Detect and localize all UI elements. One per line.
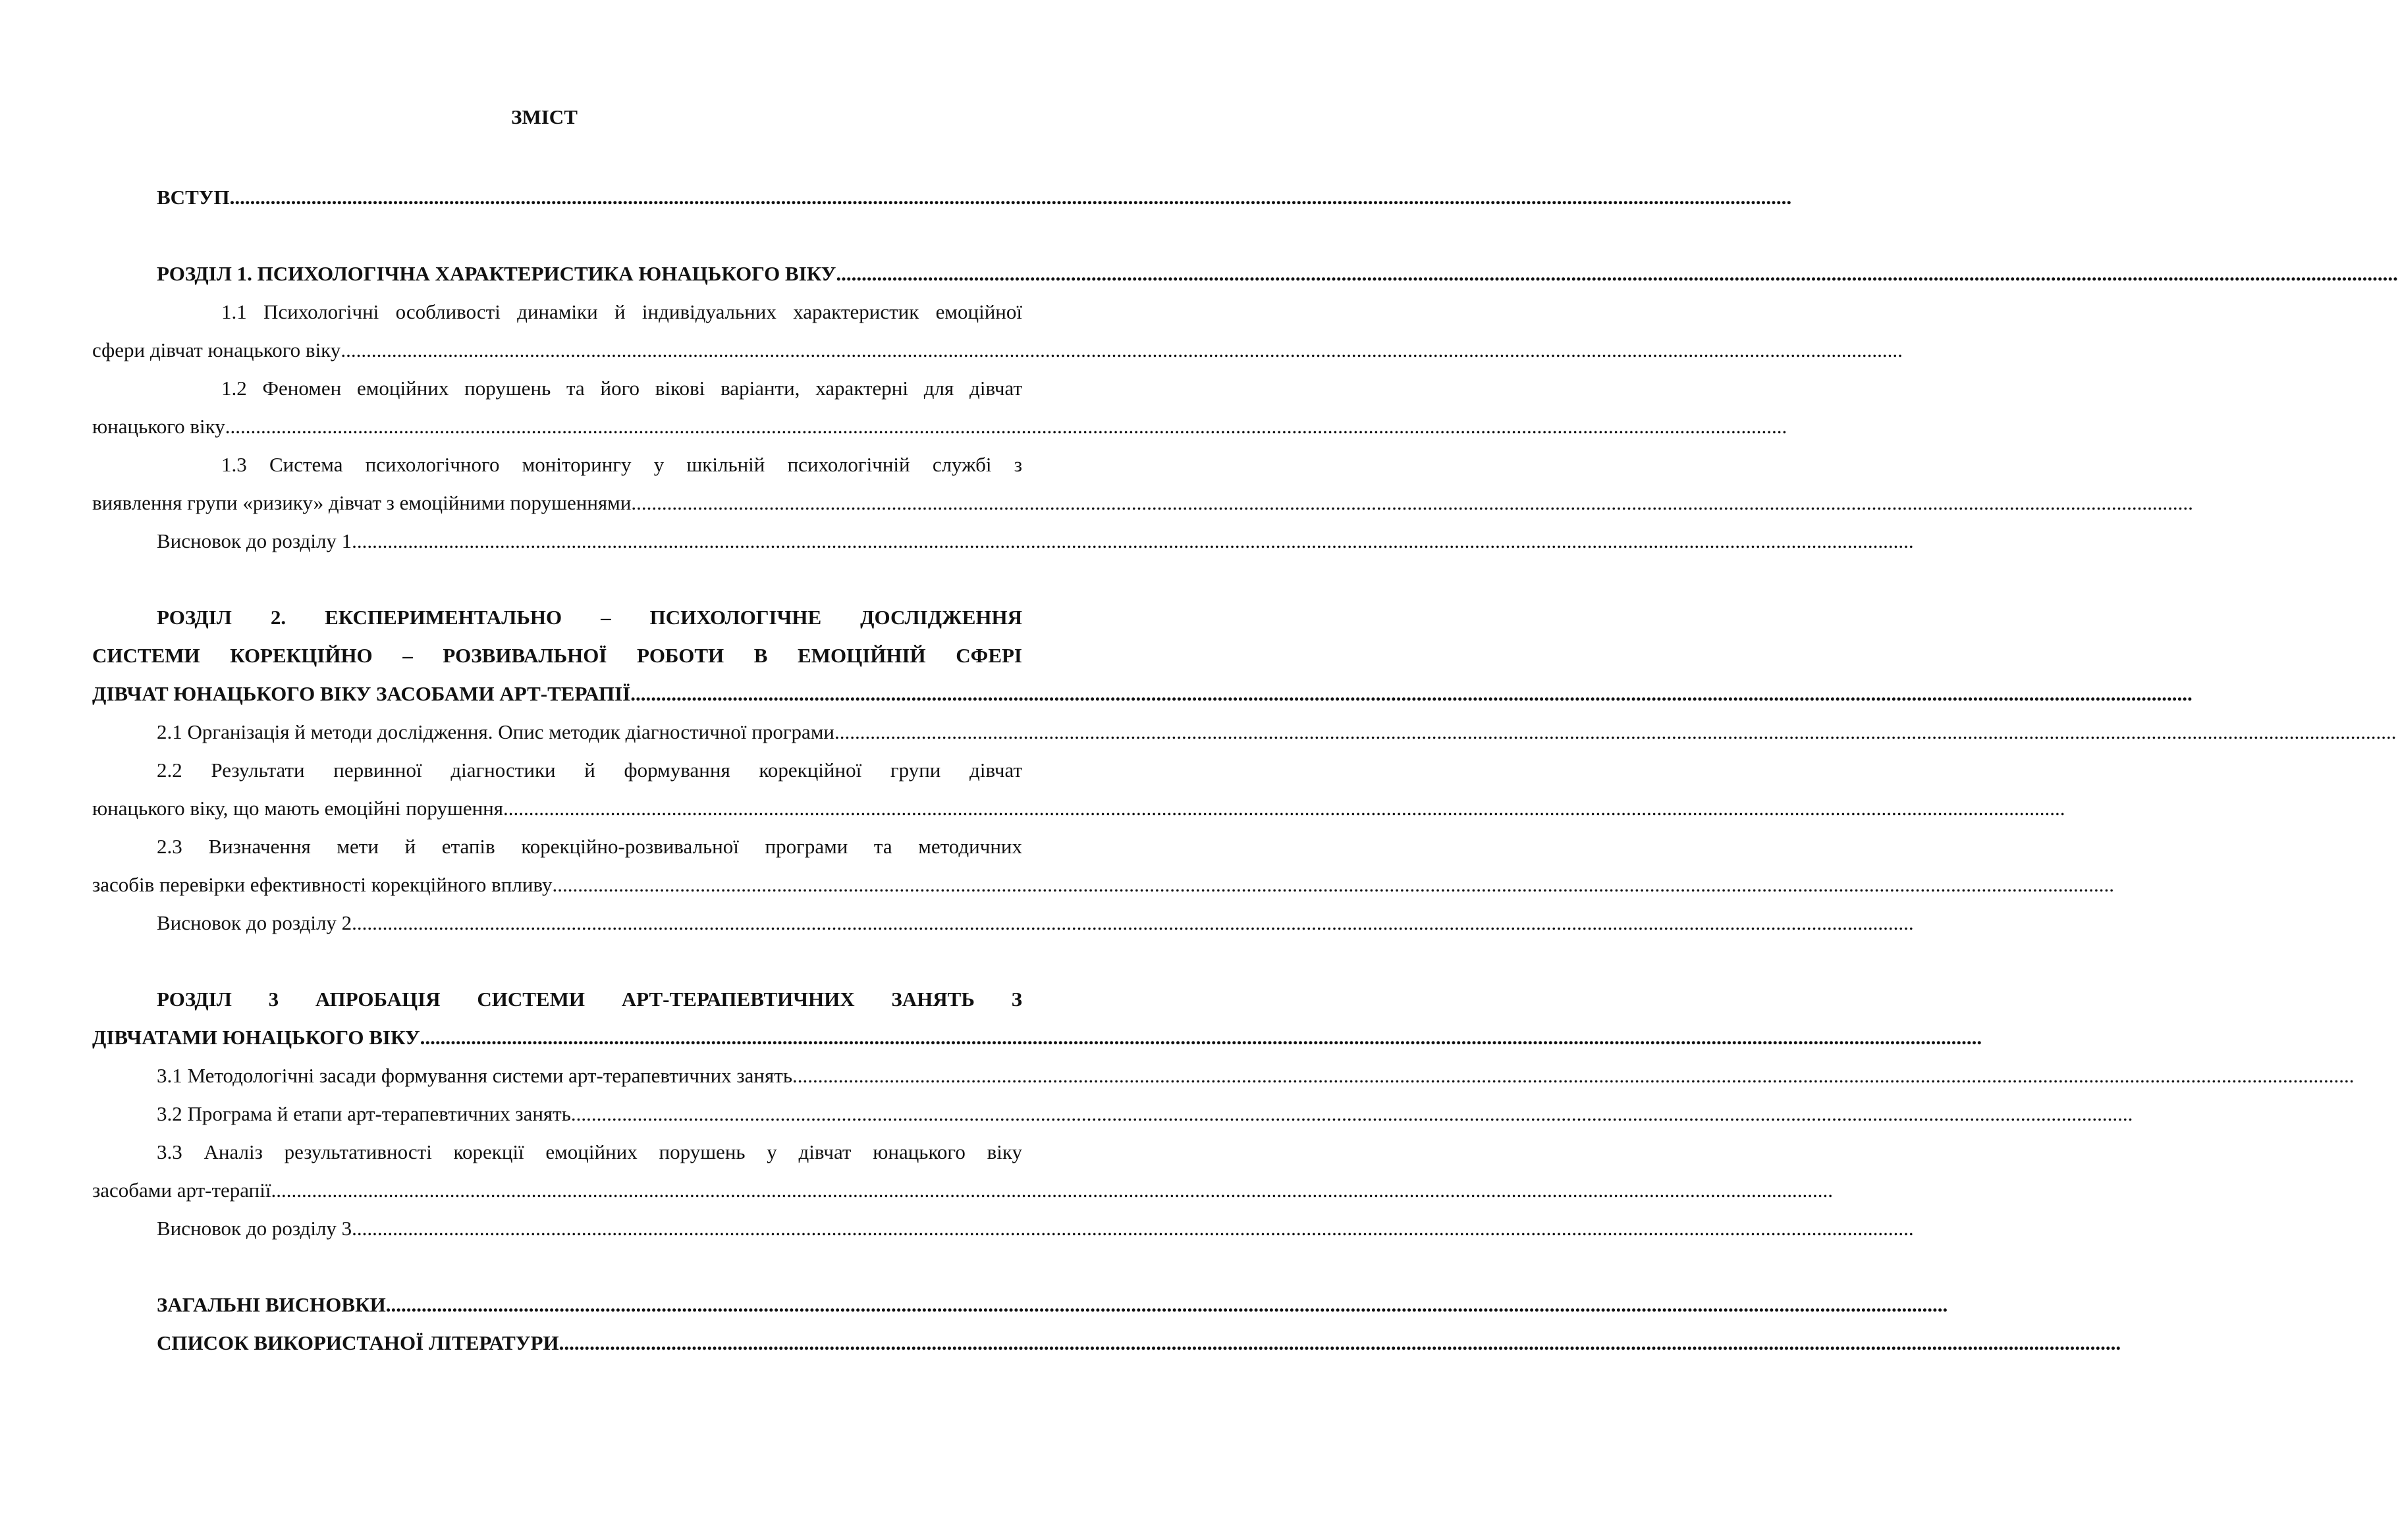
- dot-leader: ..................................................................................................................................................................................................................................................................................................................: [271, 1179, 1833, 1202]
- toc-entry-2-3-line-1[interactable]: [157, 828, 1022, 866]
- toc-entry-label: СИСТЕМИ КОРЕКЦІЙНО – РОЗВИВАЛЬНОЇ РОБОТИ В ЕМОЦІЙНІЙ СФЕРІ: [92, 644, 1022, 667]
- toc-entry-chapter-2-line-3[interactable]: [92, 675, 2193, 713]
- toc-entry-1-1-line-2[interactable]: [92, 331, 1903, 369]
- toc-entry-label: ДІВЧАТ ЮНАЦЬКОГО ВІКУ ЗАСОБАМИ АРТ-ТЕРАПІЇ: [92, 682, 631, 705]
- toc-entry-general-conclusions[interactable]: [157, 1286, 1948, 1324]
- toc-entry-label: 3.2 Програма й етапи арт-терапевтичних занять: [157, 1102, 571, 1125]
- toc-entry-label: засобів перевірки ефективності корекційного впливу: [92, 873, 553, 896]
- dot-leader: ..................................................................................................................................................................................................................................................................................................................: [792, 1064, 2355, 1087]
- dot-leader: ..................................................................................................................................................................................................................................................................................................................: [559, 1331, 2121, 1354]
- dot-leader: ..................................................................................................................................................................................................................................................................................................................: [503, 797, 2065, 820]
- toc-entry-label: 3.3 Аналіз результативності корекції емоційних порушень у дівчат юнацького віку: [157, 1140, 1022, 1163]
- toc-entry-chapter-3-line-1[interactable]: [157, 980, 1022, 1019]
- toc-entry-label: ЗАГАЛЬНІ ВИСНОВКИ: [157, 1293, 386, 1316]
- toc-entry-label: юнацького віку, що мають емоційні порушення: [92, 797, 504, 820]
- dot-leader: ..................................................................................................................................................................................................................................................................................................................: [341, 338, 1903, 361]
- dot-leader: ..................................................................................................................................................................................................................................................................................................................: [352, 911, 1914, 934]
- toc-entry-label: 2.1 Організація й методи дослідження. Опис методик діагностичної програми: [157, 720, 835, 743]
- toc-entry-label: 1.3 Система психологічного моніторингу у шкільній психологічній службі з: [221, 453, 1022, 476]
- toc-entry-label: 1.2 Феномен емоційних порушень та його вікові варіанти, характерні для дівчат: [221, 377, 1022, 400]
- toc-entry-1-3-line-2[interactable]: [92, 484, 2193, 522]
- dot-leader: ..................................................................................................................................................................................................................................................................................................................: [420, 1026, 1982, 1049]
- dot-leader: ..................................................................................................................................................................................................................................................................................................................: [834, 720, 2397, 743]
- toc-entry-conclusion-2[interactable]: [157, 904, 1914, 942]
- toc-entry-label: СПИСОК ВИКОРИСТАНОЇ ЛІТЕРАТУРИ: [157, 1331, 559, 1354]
- toc-entry-2-2-line-2[interactable]: [92, 789, 2065, 828]
- toc-entry-3-2[interactable]: [157, 1095, 2133, 1133]
- toc-entry-label: 3.1 Методологічні засади формування системи арт-терапевтичних занять: [157, 1064, 792, 1087]
- toc-entry-label: Висновок до розділу 3: [157, 1217, 352, 1240]
- toc-entry-label: РОЗДІЛ 1. ПСИХОЛОГІЧНА ХАРАКТЕРИСТИКА ЮНАЦЬКОГО ВІКУ: [157, 262, 836, 285]
- toc-entry-1-1-line-1[interactable]: [157, 293, 1022, 331]
- toc-entry-label: РОЗДІЛ 3 АПРОБАЦІЯ СИСТЕМИ АРТ-ТЕРАПЕВТИЧНИХ ЗАНЯТЬ З: [157, 988, 1022, 1011]
- dot-leader: ..................................................................................................................................................................................................................................................................................................................: [836, 262, 2398, 285]
- toc-entry-label: 2.3 Визначення мети й етапів корекційно-розвивальної програми та методичних: [157, 835, 1022, 858]
- dot-leader: ..................................................................................................................................................................................................................................................................................................................: [352, 529, 1914, 552]
- dot-leader: ..................................................................................................................................................................................................................................................................................................................: [352, 1217, 1914, 1240]
- dot-leader: ..................................................................................................................................................................................................................................................................................................................: [385, 1293, 1948, 1316]
- toc-entry-1-2-line-2[interactable]: [92, 408, 1787, 446]
- toc-entry-label: Висновок до розділу 1: [157, 529, 352, 552]
- toc-entry-chapter-2-line-2[interactable]: [92, 637, 1022, 675]
- toc-entry-3-3-line-1[interactable]: [157, 1133, 1022, 1171]
- toc-entry-3-1[interactable]: [157, 1057, 2355, 1095]
- dot-leader: ..................................................................................................................................................................................................................................................................................................................: [552, 873, 2114, 896]
- toc-entry-label: РОЗДІЛ 2. ЕКСПЕРИМЕНТАЛЬНО – ПСИХОЛОГІЧНЕ ДОСЛІДЖЕННЯ: [157, 606, 1022, 629]
- toc-entry-label: ВСТУП: [157, 186, 230, 209]
- toc-entry-conclusion-1[interactable]: [157, 522, 1914, 560]
- toc-entry-label: виявлення групи «ризику» дівчат з емоційними порушеннями: [92, 491, 632, 514]
- toc-entry-label: юнацького віку: [92, 415, 225, 438]
- page-title: ЗМІСТ: [511, 105, 578, 128]
- toc-entry-2-3-line-2[interactable]: [92, 866, 2114, 904]
- dot-leader: ..................................................................................................................................................................................................................................................................................................................: [631, 491, 2193, 514]
- dot-leader: ..................................................................................................................................................................................................................................................................................................................: [225, 415, 1787, 438]
- toc-entry-references[interactable]: [157, 1324, 2121, 1362]
- toc-entry-1-2-line-1[interactable]: [157, 369, 1022, 408]
- toc-entry-chapter-2-line-1[interactable]: [157, 598, 1022, 637]
- toc-entry-2-1[interactable]: [157, 713, 2397, 751]
- dot-leader: ..................................................................................................................................................................................................................................................................................................................: [630, 682, 2193, 705]
- toc-entry-2-2-line-1[interactable]: [157, 751, 1022, 789]
- dot-leader: ..................................................................................................................................................................................................................................................................................................................: [570, 1102, 2133, 1125]
- toc-entry-label: ДІВЧАТАМИ ЮНАЦЬКОГО ВІКУ: [92, 1026, 420, 1049]
- toc-entry-1-3-line-1[interactable]: [157, 446, 1022, 484]
- dot-leader: ..................................................................................................................................................................................................................................................................................................................: [229, 186, 1792, 209]
- toc-entry-chapter-1[interactable]: [157, 255, 2398, 293]
- toc-entry-conclusion-3[interactable]: [157, 1209, 1914, 1248]
- toc-entry-label: сфери дівчат юнацького віку: [92, 338, 341, 361]
- toc-entry-label: 1.1 Психологічні особливості динаміки й індивідуальних характеристик емоційної: [221, 300, 1022, 323]
- toc-entry-label: 2.2 Результати первинної діагностики й формування корекційної групи дівчат: [157, 758, 1022, 782]
- toc-entry-label: Висновок до розділу 2: [157, 911, 352, 934]
- toc-entry-3-3-line-2[interactable]: [92, 1171, 1833, 1209]
- toc-entry-intro[interactable]: [157, 178, 1792, 217]
- table-of-contents: [92, 178, 2398, 1362]
- toc-entry-chapter-3-line-2[interactable]: [92, 1019, 1982, 1057]
- toc-entry-label: засобами арт-терапії: [92, 1179, 271, 1202]
